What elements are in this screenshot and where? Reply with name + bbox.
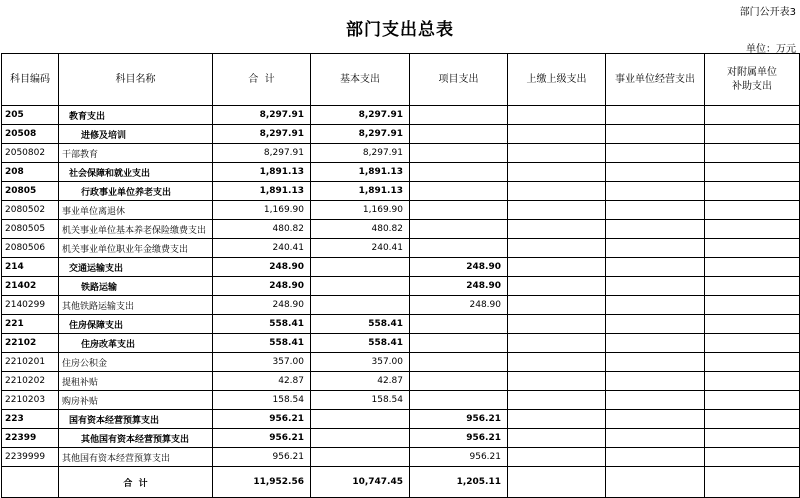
row-basic: 558.41 [311,315,410,334]
row-upper [508,315,606,334]
row-code: 205 [2,106,59,125]
row-total: 248.90 [213,277,311,296]
row-basic: 1,169.90 [311,201,410,220]
row-name: 其他国有资本经营预算支出 [59,429,213,448]
unit-label: 单位：万元 [746,44,796,55]
row-total: 956.21 [213,448,311,467]
row-upper [508,258,606,277]
row-subsidy [705,201,800,220]
row-upper [508,125,606,144]
total-sum: 11,952.56 [213,467,311,498]
table-row [2,239,800,258]
table-row [2,315,800,334]
table-row [2,429,800,448]
row-total: 558.41 [213,315,311,334]
row-subsidy [705,429,800,448]
row-total: 558.41 [213,334,311,353]
row-total: 8,297.91 [213,106,311,125]
row-name: 事业单位离退休 [59,201,213,220]
row-project: 248.90 [410,258,508,277]
total-basic: 10,747.45 [311,467,410,498]
row-business [606,220,705,239]
row-name: 国有资本经营预算支出 [59,410,213,429]
row-business [606,163,705,182]
row-code: 2210202 [2,372,59,391]
row-business [606,239,705,258]
row-total: 480.82 [213,220,311,239]
table-row [2,220,800,239]
row-total: 42.87 [213,372,311,391]
row-code: 22399 [2,429,59,448]
row-business [606,144,705,163]
row-upper [508,429,606,448]
row-upper [508,334,606,353]
row-name: 购房补贴 [59,391,213,410]
row-business [606,296,705,315]
row-project: 956.21 [410,448,508,467]
row-name: 其他铁路运输支出 [59,296,213,315]
col-header-business: 事业单位经营支出 [606,54,705,106]
row-subsidy [705,144,800,163]
row-name: 教育支出 [59,106,213,125]
row-project [410,201,508,220]
row-project: 248.90 [410,296,508,315]
row-upper [508,239,606,258]
row-subsidy [705,315,800,334]
row-basic [311,277,410,296]
total-project: 1,205.11 [410,467,508,498]
row-subsidy [705,391,800,410]
table-row [2,391,800,410]
row-upper [508,448,606,467]
row-project [410,334,508,353]
total-business [606,467,705,498]
page-title: 部门支出总表 [346,20,454,40]
table-row [2,106,800,125]
row-upper [508,410,606,429]
row-business [606,391,705,410]
row-basic: 42.87 [311,372,410,391]
row-code: 214 [2,258,59,277]
row-basic: 480.82 [311,220,410,239]
col-header-project: 项目支出 [410,54,508,106]
col-header-code: 科目编码 [2,54,59,106]
row-upper [508,163,606,182]
table-row [2,201,800,220]
row-subsidy [705,372,800,391]
row-project [410,315,508,334]
table-row [2,334,800,353]
row-code: 22102 [2,334,59,353]
row-upper [508,277,606,296]
row-code: 208 [2,163,59,182]
row-business [606,334,705,353]
row-business [606,106,705,125]
row-business [606,448,705,467]
row-total: 357.00 [213,353,311,372]
row-code: 2080505 [2,220,59,239]
row-subsidy [705,125,800,144]
table-row [2,258,800,277]
row-code: 2239999 [2,448,59,467]
table-row [2,448,800,467]
row-project [410,239,508,258]
row-subsidy [705,448,800,467]
row-basic [311,410,410,429]
row-name: 住房改革支出 [59,334,213,353]
row-code: 21402 [2,277,59,296]
row-subsidy [705,182,800,201]
col-header-name: 科目名称 [59,54,213,106]
row-name: 铁路运输 [59,277,213,296]
row-upper [508,372,606,391]
row-name: 社会保障和就业支出 [59,163,213,182]
row-business [606,125,705,144]
row-code: 2210203 [2,391,59,410]
row-subsidy [705,106,800,125]
row-total: 956.21 [213,429,311,448]
row-total: 1,891.13 [213,163,311,182]
row-code: 2080502 [2,201,59,220]
row-basic: 1,891.13 [311,163,410,182]
row-name: 机关事业单位职业年金缴费支出 [59,239,213,258]
col-header-basic: 基本支出 [311,54,410,106]
row-total: 240.41 [213,239,311,258]
row-total: 956.21 [213,410,311,429]
row-project [410,125,508,144]
row-name: 行政事业单位养老支出 [59,182,213,201]
row-upper [508,144,606,163]
row-code: 221 [2,315,59,334]
row-subsidy [705,239,800,258]
row-subsidy [705,220,800,239]
row-code: 2050802 [2,144,59,163]
row-upper [508,353,606,372]
row-basic: 8,297.91 [311,106,410,125]
row-business [606,429,705,448]
row-business [606,258,705,277]
row-subsidy [705,410,800,429]
row-total: 1,891.13 [213,182,311,201]
row-basic [311,448,410,467]
row-upper [508,391,606,410]
row-project [410,353,508,372]
col-header-subsidy: 对附属单位 补助支出 [705,54,800,106]
row-business [606,201,705,220]
row-total: 158.54 [213,391,311,410]
row-business [606,410,705,429]
row-total: 1,169.90 [213,201,311,220]
row-upper [508,220,606,239]
col-header-upper: 上缴上级支出 [508,54,606,106]
total-code-cell [2,467,59,498]
row-basic [311,429,410,448]
row-upper [508,182,606,201]
row-code: 20805 [2,182,59,201]
row-basic: 1,891.13 [311,182,410,201]
row-project [410,144,508,163]
row-upper [508,296,606,315]
row-basic: 8,297.91 [311,125,410,144]
total-subsidy [705,467,800,498]
row-basic: 558.41 [311,334,410,353]
col-header-total: 合 计 [213,54,311,106]
row-project [410,163,508,182]
row-name: 其他国有资本经营预算支出 [59,448,213,467]
row-business [606,372,705,391]
total-label: 合 计 [59,467,213,498]
row-upper [508,106,606,125]
row-project [410,391,508,410]
table-row [2,163,800,182]
row-code: 223 [2,410,59,429]
row-business [606,353,705,372]
row-name: 提租补贴 [59,372,213,391]
row-name: 机关事业单位基本养老保险缴费支出 [59,220,213,239]
table-number-tag: 部门公开表3 [739,7,796,18]
row-name: 干部教育 [59,144,213,163]
table-row [2,296,800,315]
total-upper [508,467,606,498]
row-project: 956.21 [410,410,508,429]
header-row [2,54,800,106]
row-project [410,106,508,125]
row-project [410,182,508,201]
table-row [2,277,800,296]
row-basic: 240.41 [311,239,410,258]
row-basic: 158.54 [311,391,410,410]
row-subsidy [705,296,800,315]
row-basic [311,296,410,315]
row-basic: 357.00 [311,353,410,372]
row-project: 956.21 [410,429,508,448]
row-subsidy [705,353,800,372]
table-row [2,410,800,429]
row-subsidy [705,334,800,353]
row-code: 20508 [2,125,59,144]
table-row [2,182,800,201]
row-total: 248.90 [213,296,311,315]
expenditure-table [1,53,800,498]
row-code: 2080506 [2,239,59,258]
row-subsidy [705,277,800,296]
row-name: 进修及培训 [59,125,213,144]
row-business [606,277,705,296]
table-row [2,144,800,163]
row-basic: 8,297.91 [311,144,410,163]
row-basic [311,258,410,277]
row-project: 248.90 [410,277,508,296]
row-name: 住房公积金 [59,353,213,372]
row-total: 8,297.91 [213,144,311,163]
table-row [2,353,800,372]
row-name: 住房保障支出 [59,315,213,334]
row-code: 2140299 [2,296,59,315]
row-business [606,315,705,334]
row-business [606,182,705,201]
table-row [2,372,800,391]
row-subsidy [705,163,800,182]
row-total: 248.90 [213,258,311,277]
row-total: 8,297.91 [213,125,311,144]
row-project [410,220,508,239]
row-subsidy [705,258,800,277]
row-project [410,372,508,391]
total-row [2,467,800,498]
row-code: 2210201 [2,353,59,372]
row-name: 交通运输支出 [59,258,213,277]
table-row [2,125,800,144]
row-upper [508,201,606,220]
